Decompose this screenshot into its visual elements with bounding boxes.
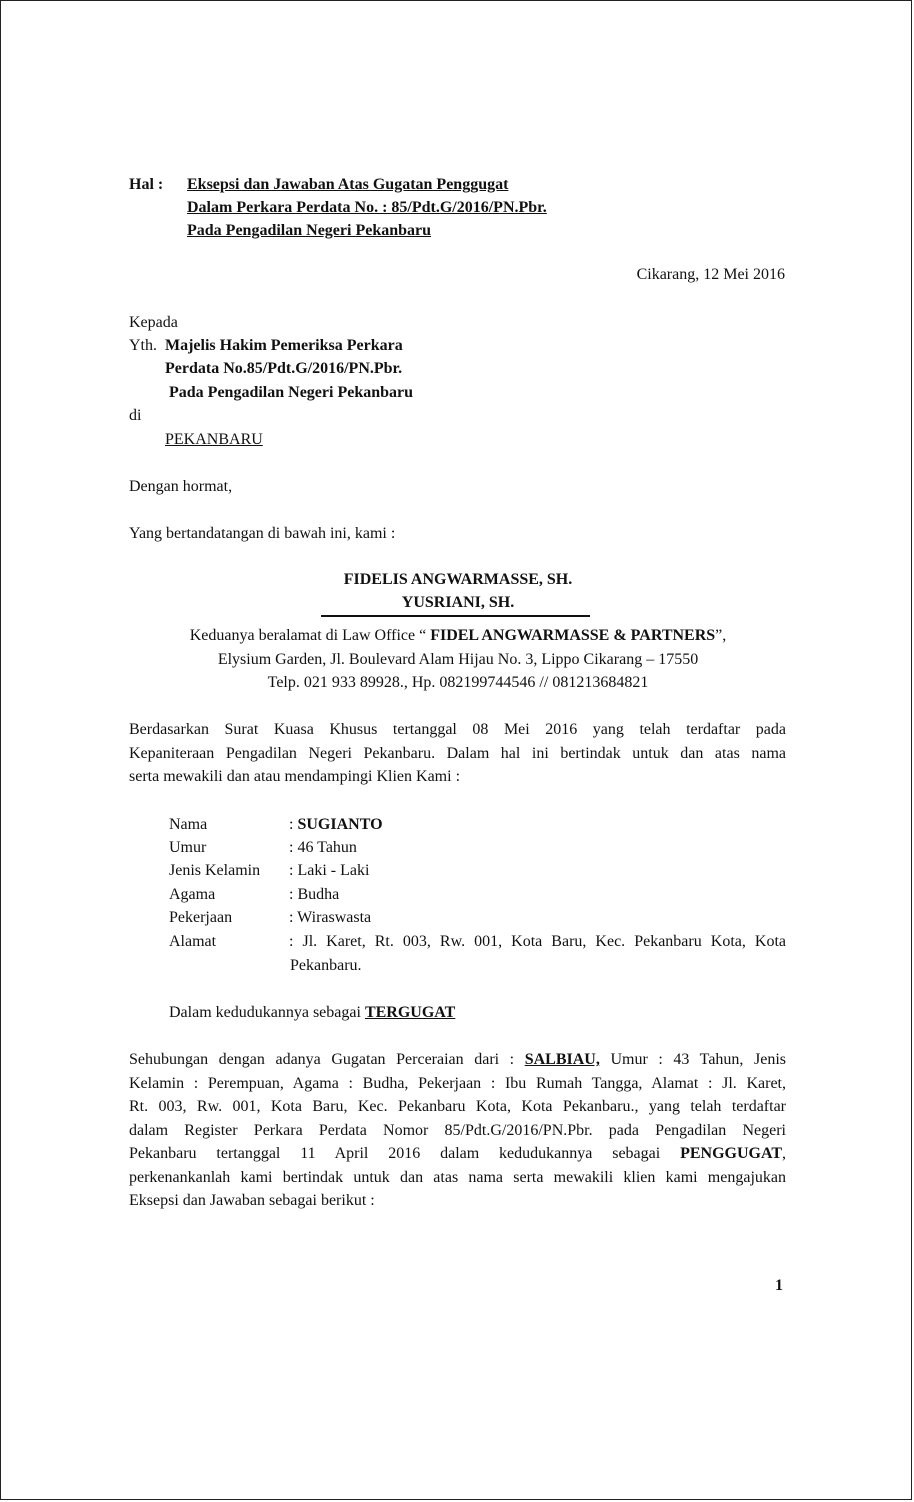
recipient-yth: Yth. [129, 337, 157, 354]
subject-line-2: Dalam Perkara Perdata No. : 85/Pdt.G/2016/PN.Pbr. [187, 199, 547, 216]
firm-name: FIDEL ANGWARMASSE & PARTNERS [430, 627, 716, 644]
closing-line-7: Eksepsi dan Jawaban sebagai berikut : [129, 1192, 375, 1209]
law-office-address-2: Elysium Garden, Jl. Boulevard Alam Hijau No. 3, Lippo Cikarang – 17550 [217, 651, 699, 668]
client-value-agama [289, 885, 339, 905]
subject-line-1: Eksepsi dan Jawaban Atas Gugatan Penggugat [187, 176, 509, 193]
closing-l5-prefix: Pekanbaru tertanggal 11 April 2016 dalam kedudukannya sebagai [129, 1145, 681, 1162]
separator: : [289, 886, 298, 903]
separator: : [289, 933, 303, 950]
address-prefix: Keduanya beralamat di Law Office “ [189, 627, 431, 644]
closing-line-3: Rt. 003, Rw. 001, Kota Baru, Kec. Pekanbaru Kota, Kota Pekanbaru., yang telah terdaftar [129, 1098, 786, 1115]
client-address: Jl. Karet, Rt. 003, Rw. 001, Kota Baru, Kec. Pekanbaru Kota, Kota [302, 933, 787, 950]
client-label-agama: Agama [169, 886, 216, 903]
closing-line-4: dalam Register Perkara Perdata Nomor 85/Pdt.G/2016/PN.Pbr. pada Pengadilan Negeri [129, 1121, 786, 1139]
lawyer-name-1: FIDELIS ANGWARMASSE, SH. [343, 571, 573, 588]
subject-line-3: Pada Pengadilan Negeri Pekanbaru [187, 222, 432, 239]
client-religion: Budha [297, 886, 340, 903]
closing-line-1 [129, 1048, 786, 1072]
recipient-kepada: Kepada [129, 314, 178, 331]
recipient-line-2: Perdata No.85/Pdt.G/2016/PN.Pbr. [165, 360, 403, 377]
client-value-pekerjaan [289, 908, 371, 928]
address-suffix: ”, [715, 627, 727, 644]
client-label-alamat: Alamat [169, 933, 217, 950]
lawyer-name-2: YUSRIANI, SH. [401, 594, 515, 611]
client-label-gender: Jenis Kelamin [169, 862, 261, 879]
client-address-cont: Pekanbaru. [290, 957, 362, 974]
letter-date: Cikarang, 12 Mei 2016 [636, 266, 785, 283]
client-label-nama: Nama [169, 816, 208, 833]
client-label-pekerjaan: Pekerjaan [169, 909, 233, 926]
law-office-address-1 [1, 626, 914, 646]
recipient-line-1: Majelis Hakim Pemeriksa Perkara [165, 337, 403, 354]
closing-l1-suffix: Umur : 43 Tahun, Jenis [599, 1051, 787, 1068]
separator: : [289, 816, 298, 833]
closing-l5-suffix: , [782, 1145, 786, 1162]
closing-line-2: Kelamin : Perempuan, Agama : Budha, Pekerjaan : Ibu Rumah Tangga, Alamat : Jl. Karet, [129, 1074, 786, 1092]
client-age: 46 Tahun [297, 839, 357, 856]
subject-label: Hal : [129, 176, 164, 193]
separator: : [289, 862, 298, 879]
client-gender: Laki - Laki [297, 862, 370, 879]
basis-line-2: Kepaniteraan Pengadilan Negeri Pekanbaru. Dalam hal ini bertindak untuk dan atas nama [129, 744, 786, 762]
intro-text: Yang bertandatangan di bawah ini, kami : [129, 525, 396, 542]
basis-paragraph [129, 718, 786, 789]
plaintiff-role: PENGGUGAT [680, 1145, 782, 1162]
plaintiff-name: SALBIAU, [524, 1051, 600, 1068]
client-occupation: Wiraswasta [297, 909, 372, 926]
closing-l1-prefix: Sehubungan dengan adanya Gugatan Perceraian dari : [129, 1051, 525, 1068]
client-value-umur [289, 838, 357, 858]
separator: : [289, 909, 298, 926]
client-value-gender [289, 861, 369, 881]
position-role: TERGUGAT [364, 1004, 456, 1021]
recipient-city: PEKANBARU [165, 431, 263, 448]
separator: : [289, 839, 298, 856]
greeting: Dengan hormat, [129, 478, 233, 495]
client-label-umur: Umur [169, 839, 207, 856]
recipient-line-3: Pada Pengadilan Negeri Pekanbaru [169, 384, 414, 401]
basis-line-3: serta mewakili dan atau mendampingi Klien Kami : [129, 768, 461, 785]
client-name: SUGIANTO [297, 816, 383, 833]
recipient-di: di [129, 407, 142, 424]
client-value-alamat [289, 932, 786, 952]
closing-paragraph [129, 1048, 786, 1213]
client-value-nama [289, 815, 383, 835]
page-number: 1 [775, 1277, 783, 1294]
basis-line-1: Berdasarkan Surat Kuasa Khusus tertanggal 08 Mei 2016 yang telah terdaftar pada [129, 721, 786, 738]
position-prefix: Dalam kedudukannya sebagai [169, 1004, 365, 1021]
law-office-contact: Telp. 021 933 89928., Hp. 082199744546 // 081213684821 [267, 674, 649, 691]
position-line [169, 1003, 455, 1023]
lawyer-divider [321, 615, 590, 617]
closing-line-6: perkenankanlah kami bertindak untuk dan atas nama serta mewakili klien kami mengajukan [129, 1168, 786, 1186]
closing-line-5 [129, 1142, 786, 1166]
